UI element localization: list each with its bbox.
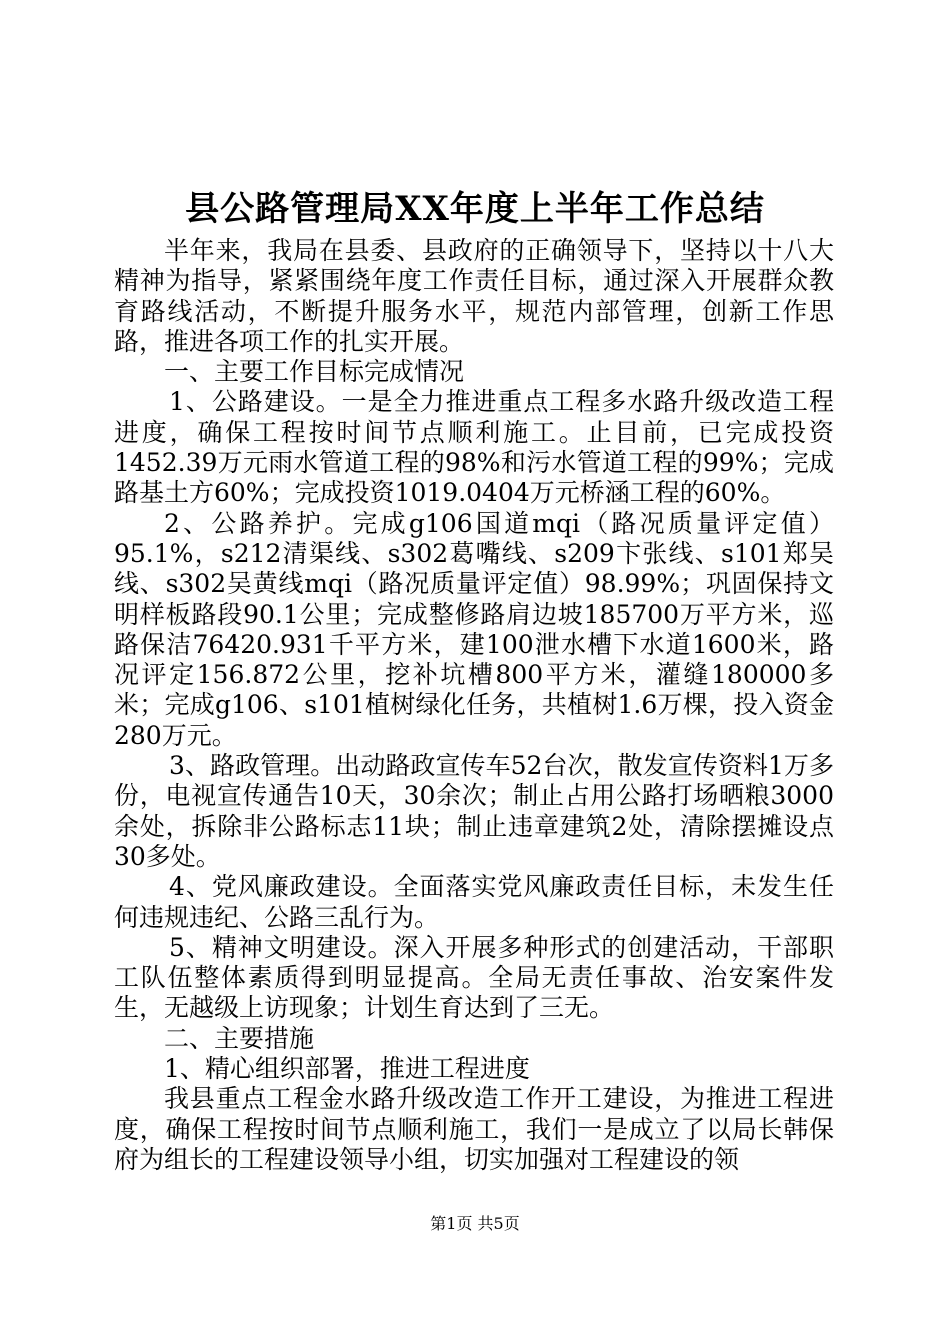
heading-section-1: 一、主要工作目标完成情况: [164, 357, 465, 387]
paragraph-project-progress: 我县重点工程金水路升级改造工作开工建设，为推进工程进度，确保工程按时间节点顺利施工，我们一是成立了以局长韩保府为组长的工程建设领导小组，切实加强对工程建设的领: [114, 1084, 834, 1174]
heading-section-2: 二、主要措施: [164, 1023, 315, 1053]
page-footer: 第1页 共5页: [430, 1214, 520, 1233]
document-body: [114, 236, 834, 1175]
paragraph-party-conduct: 4、党风廉政建设。全面落实党风廉政责任目标，未发生任何违规违纪、公路三乱行为。: [114, 872, 834, 932]
paragraph-intro: 半年来，我局在县委、县政府的正确领导下，坚持以十八大精神为指导，紧紧围绕年度工作责任目标，通过深入开展群众教育路线活动，不断提升服务水平，规范内部管理，创新工作思路，推进各项工作的扎实开展。: [114, 236, 834, 356]
paragraph-civilization: 5、精神文明建设。深入开展多种形式的创建活动，干部职工队伍整体素质得到明显提高。全局无责任事故、治安案件发生，无越级上访现象；计划生育达到了三无。: [114, 932, 834, 1023]
heading-measure-1: 1、精心组织部署，推进工程进度: [164, 1054, 530, 1084]
document-title: 县公路管理局XX年度上半年工作总结: [185, 189, 765, 229]
paragraph-road-construction: 1、公路建设。一是全力推进重点工程多水路升级改造工程进度，确保工程按时间节点顺利施工。止目前，已完成投资1452.39万元雨水管道工程的98%和污水管道工程的99%；完成路基土方60%；完成投资1019.0404万元桥涵工程的60%。: [114, 387, 834, 508]
paragraph-road-administration: 3、路政管理。出动路政宣传车52台次，散发宣传资料1万多份，电视宣传通告10天，30余次；制止占用公路打场晒粮3000余处，拆除非公路标志11块；制止违章建筑2处，清除摆摊设点30多处。: [114, 751, 834, 871]
paragraph-road-maintenance: 2、公路养护。完成g106国道mqi（路况质量评定值）95.1%，s212清渠线、s302葛嘴线、s209卞张线、s101郑吴线、s302吴黄线mqi（路况质量评定值）98.99%；巩固保持文明样板路段90.1公里；完成整修路肩边坡185700万平方米，巡路保洁76420.931千平方米，建100泄水槽下水道1600米，路况评定156.872公里，挖补坑槽800平方米，灌缝180000多米；完成g106、s101植树绿化任务，共植树1.6万棵，投入资金280万元。: [114, 508, 834, 750]
